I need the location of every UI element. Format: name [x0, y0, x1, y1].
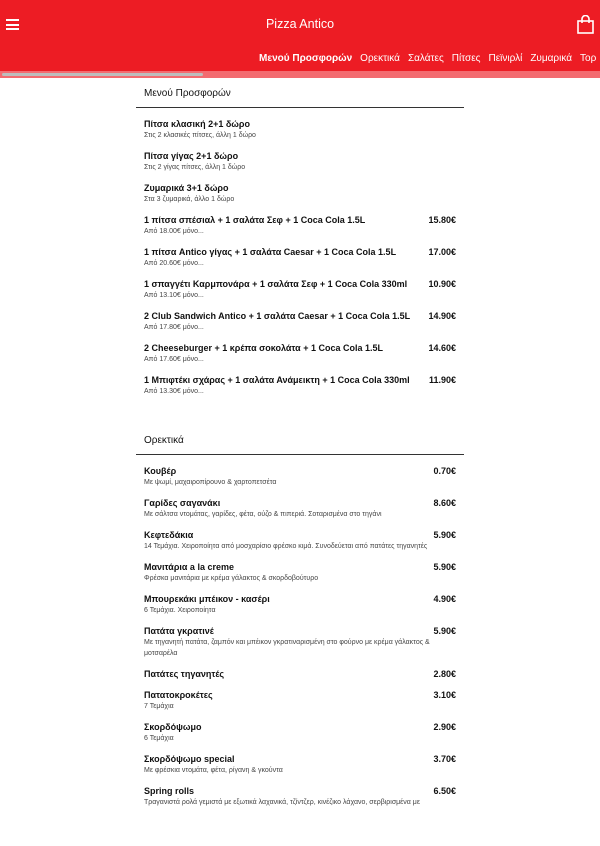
tab-6[interactable]: Τορ	[580, 53, 597, 64]
item-name: Πατάτες τηγανητές	[144, 669, 225, 679]
item-price: 5.90€	[433, 626, 456, 636]
item-description: Με ψωμί, μαχαιροπίρουνο & χαρτοπετσέτα	[144, 479, 277, 486]
menu-item[interactable]	[136, 689, 464, 712]
tab-2[interactable]: Σαλάτες	[407, 53, 444, 64]
menu-item[interactable]	[136, 182, 464, 205]
item-name: 2 Club Sandwich Antico + 1 σαλάτα Caesar + 1 Coca Cola 1.5L	[144, 311, 411, 321]
item-name: Σκορδόψωμο special	[144, 754, 235, 764]
app-title: Pizza Antico	[265, 17, 335, 31]
menu-content	[136, 88, 464, 846]
item-name: Πίτσα κλασική 2+1 δώρο	[144, 119, 250, 129]
menu-section	[136, 88, 464, 397]
shopping-bag-icon[interactable]	[577, 15, 594, 34]
tab-0[interactable]: Μενού Προσφορών	[259, 53, 353, 64]
item-description: Από 18.00€ μόνο...	[144, 228, 204, 235]
item-description: Με τηγανητή πατάτα, ζαμπόν και μπέικον γκρατιναρισμένη στο φούρνο με κρέμα γάλακτος & μοτσαρέλα	[144, 639, 430, 657]
item-name: 1 πίτσα Antico γίγας + 1 σαλάτα Caesar + 1 Coca Cola 1.5L	[144, 247, 397, 257]
item-price: 11.90€	[428, 375, 456, 385]
item-name: Spring rolls	[144, 786, 195, 796]
menu-item[interactable]	[136, 342, 464, 365]
menu-item[interactable]	[136, 625, 464, 659]
item-description: Τραγανιστά ρολά γεμιστά με εξωτικά λαχανικά, τζίντζερ, κινέζικο λάχανο, σερβιρισμένα με	[144, 799, 420, 806]
item-price: 8.60€	[433, 498, 456, 508]
menu-item[interactable]	[136, 753, 464, 776]
item-name: 1 Μπιφτέκι σχάρας + 1 σαλάτα Ανάμεικτη + 1 Coca Cola 330ml	[144, 375, 410, 385]
menu-item[interactable]	[136, 668, 464, 680]
menu-section	[136, 435, 464, 808]
item-name: Ζυμαρικά 3+1 δώρο	[144, 183, 229, 193]
item-description: Από 17.60€ μόνο...	[144, 356, 204, 363]
item-price: 14.60€	[428, 343, 456, 353]
item-price: 15.80€	[428, 215, 456, 225]
item-description: Στα 3 ζυμαρικά, άλλο 1 δώρο	[144, 196, 235, 203]
item-name: Μανιτάρια a la creme	[144, 562, 234, 572]
menu-item[interactable]	[136, 721, 464, 744]
item-description: Από 13.10€ μόνο...	[144, 292, 204, 299]
item-description: Από 17.80€ μόνο...	[144, 324, 204, 331]
item-name: Κεφτεδάκια	[144, 530, 194, 540]
item-name: Γαρίδες σαγανάκι	[144, 498, 221, 508]
menu-item[interactable]	[136, 529, 464, 552]
item-description: Στις 2 γίγας πίτσες, άλλη 1 δώρο	[144, 164, 246, 171]
item-description: Με σάλτσα ντομάτας, γαρίδες, φέτα, ούζο & πιπεριά. Σοταρισμένα στο τηγάνι	[144, 511, 382, 518]
item-name: Σκορδόψωμο	[144, 722, 202, 732]
item-price: 2.90€	[433, 722, 456, 732]
item-name: 1 σπαγγέτι Καρμπονάρα + 1 σαλάτα Σεφ + 1 Coca Cola 330ml	[144, 279, 408, 289]
app-header	[0, 0, 600, 78]
item-price: 2.80€	[433, 669, 456, 679]
menu-item[interactable]	[136, 785, 464, 808]
item-name: 2 Cheeseburger + 1 κρέπα σοκολάτα + 1 Coca Cola 1.5L	[144, 343, 383, 353]
item-price: 3.10€	[433, 690, 456, 700]
menu-item[interactable]	[136, 310, 464, 333]
item-name: Πατατοκροκέτες	[144, 690, 213, 700]
menu-item[interactable]	[136, 150, 464, 173]
item-description: Φρέσκα μανιτάρια με κρέμα γάλακτος & σκορδοβούτυρο	[144, 575, 319, 582]
item-description: Από 13.30€ μόνο...	[144, 388, 204, 395]
item-description: Από 20.60€ μόνο...	[144, 260, 204, 267]
tab-5[interactable]: Ζυμαρικά	[530, 53, 573, 64]
item-description: 6 Τεμάχια. Χειροποίητα	[144, 607, 216, 614]
scrollbar-thumb[interactable]	[2, 73, 203, 76]
item-price: 4.90€	[433, 594, 456, 604]
item-description: Με φρέσκια ντομάτα, φέτα, ρίγανη & γκούντα	[144, 767, 283, 774]
item-name: Πίτσα γίγας 2+1 δώρο	[144, 151, 239, 161]
item-price: 17.00€	[428, 247, 456, 257]
section-title: Ορεκτικά	[136, 435, 464, 455]
menu-item[interactable]	[136, 593, 464, 616]
item-description: Στις 2 κλασικές πίτσες, άλλη 1 δώρο	[144, 132, 256, 139]
tab-1[interactable]: Ορεκτικά	[360, 53, 400, 64]
item-price: 0.70€	[433, 466, 456, 476]
tabs-scrollbar[interactable]	[0, 71, 600, 78]
item-price: 14.90€	[428, 311, 456, 321]
item-name: 1 πίτσα σπέσιαλ + 1 σαλάτα Σεφ + 1 Coca Cola 1.5L	[144, 215, 366, 225]
menu-item[interactable]	[136, 465, 464, 488]
tab-3[interactable]: Πίτσες	[451, 53, 481, 64]
menu-item[interactable]	[136, 118, 464, 141]
item-price: 5.90€	[433, 562, 456, 572]
menu-item[interactable]	[136, 561, 464, 584]
item-description: 6 Τεμάχια	[144, 735, 174, 742]
item-price: 3.70€	[433, 754, 456, 764]
item-price: 6.50€	[433, 786, 456, 796]
item-name: Μπουρεκάκι μπέικον - κασέρι	[144, 594, 270, 604]
item-description: 7 Τεμάχια	[144, 703, 174, 710]
menu-item[interactable]	[136, 278, 464, 301]
item-name: Πατάτα γκρατινέ	[144, 626, 214, 636]
item-price: 10.90€	[428, 279, 456, 289]
item-description: 14 Τεμάχια. Χειροποίητα από μοσχαρίσιο φρέσκο κιμά. Συνοδεύεται από πατάτες τηγανητές	[144, 543, 428, 550]
menu-item[interactable]	[136, 214, 464, 237]
item-name: Κουβέρ	[144, 466, 177, 476]
menu-item[interactable]	[136, 246, 464, 269]
section-title: Μενού Προσφορών	[136, 88, 464, 108]
menu-item[interactable]	[136, 374, 464, 397]
category-tabs	[259, 53, 600, 64]
item-price: 5.90€	[433, 530, 456, 540]
tab-4[interactable]: Πεϊνιρλί	[488, 53, 523, 64]
menu-item[interactable]	[136, 497, 464, 520]
